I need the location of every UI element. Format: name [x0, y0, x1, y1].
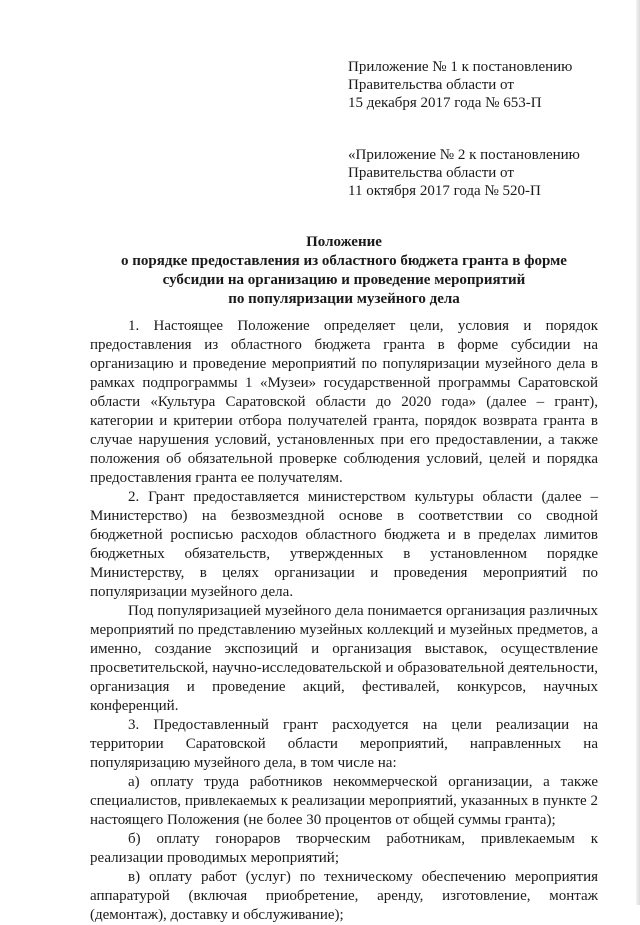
- appendix-2-line-3: 11 октября 2017 года № 520-П: [348, 183, 541, 199]
- paragraph-5: а) оплату труда работников некоммерческой организации, а также специалистов, привлекаемых к реализации мероприятий, указанных в пункте 2 настоящего Положения (не более 30 процентов от общей суммы гранта);: [90, 774, 598, 828]
- paragraph-3: Под популяризацией музейного дела понимается организация различных мероприятий по представлению музейных коллекций и музейных предметов, а именно, создание экспозиций и организация выставок, осуществление просветительской, научно-исследовательской и образовательной деятельности, организация и проведение акций, фестивалей, конкурсов, научных конференций.: [90, 603, 598, 714]
- title-line-2: о порядке предоставления из областного бюджета гранта в форме: [121, 253, 567, 269]
- title-line-3: субсидии на организацию и проведение мероприятий: [162, 272, 526, 288]
- appendix-1-line-2: Правительства области от: [348, 77, 514, 93]
- scan-edge: [636, 0, 640, 905]
- appendix-1-line-3: 15 декабря 2017 года № 653-П: [348, 95, 542, 111]
- title-line-4: по популяризации музейного дела: [228, 291, 460, 307]
- paragraph-7: в) оплату работ (услуг) по техническому обеспечению мероприятия аппаратурой (включая приобретение, аренду, изготовление, монтаж (демонтаж), доставку и обслуживание);: [90, 869, 598, 923]
- paragraph-1: 1. Настоящее Положение определяет цели, условия и порядок предоставления из областного бюджета гранта в форме субсидии на организацию и проведение мероприятий по популяризации музейного дела в рамках подпрограммы 1 «Музеи» государственной программы Саратовской области «Культура Саратовской области до 2020 года» (далее – грант), категории и критерии отбора получателей гранта, порядок возврата гранта в случае нарушения условий, установленных при его предоставлении, а также положения об обязательной проверке соблюдения условий, целей и порядка предоставления гранта ее получателям.: [90, 318, 598, 486]
- document-title: [90, 233, 598, 309]
- appendix-2-line-1: «Приложение № 2 к постановлению: [348, 147, 580, 163]
- title-line-1: Положение: [306, 234, 382, 250]
- appendix-note-1: [348, 58, 608, 112]
- paragraph-2: 2. Грант предоставляется министерством культуры области (далее – Министерство) на безвозмездной основе в соответствии со сводной бюджетной росписью расходов областного бюджета и в пределах лимитов бюджетных обязательств, утвержденных в установленном порядке Министерству, в целях организации и проведения мероприятий по популяризации музейного дела.: [90, 489, 598, 600]
- appendix-2-line-2: Правительства области от: [348, 165, 514, 181]
- paragraph-4: 3. Предоставленный грант расходуется на цели реализации на территории Саратовской области мероприятий, направленных на популяризацию музейного дела, в том числе на:: [90, 717, 598, 771]
- appendix-note-2: [348, 146, 608, 200]
- appendix-1-line-1: Приложение № 1 к постановлению: [348, 59, 573, 75]
- paragraph-6: б) оплату гонораров творческим работникам, привлекаемым к реализации проводимых мероприятий;: [90, 831, 598, 866]
- document-body: [90, 317, 598, 925]
